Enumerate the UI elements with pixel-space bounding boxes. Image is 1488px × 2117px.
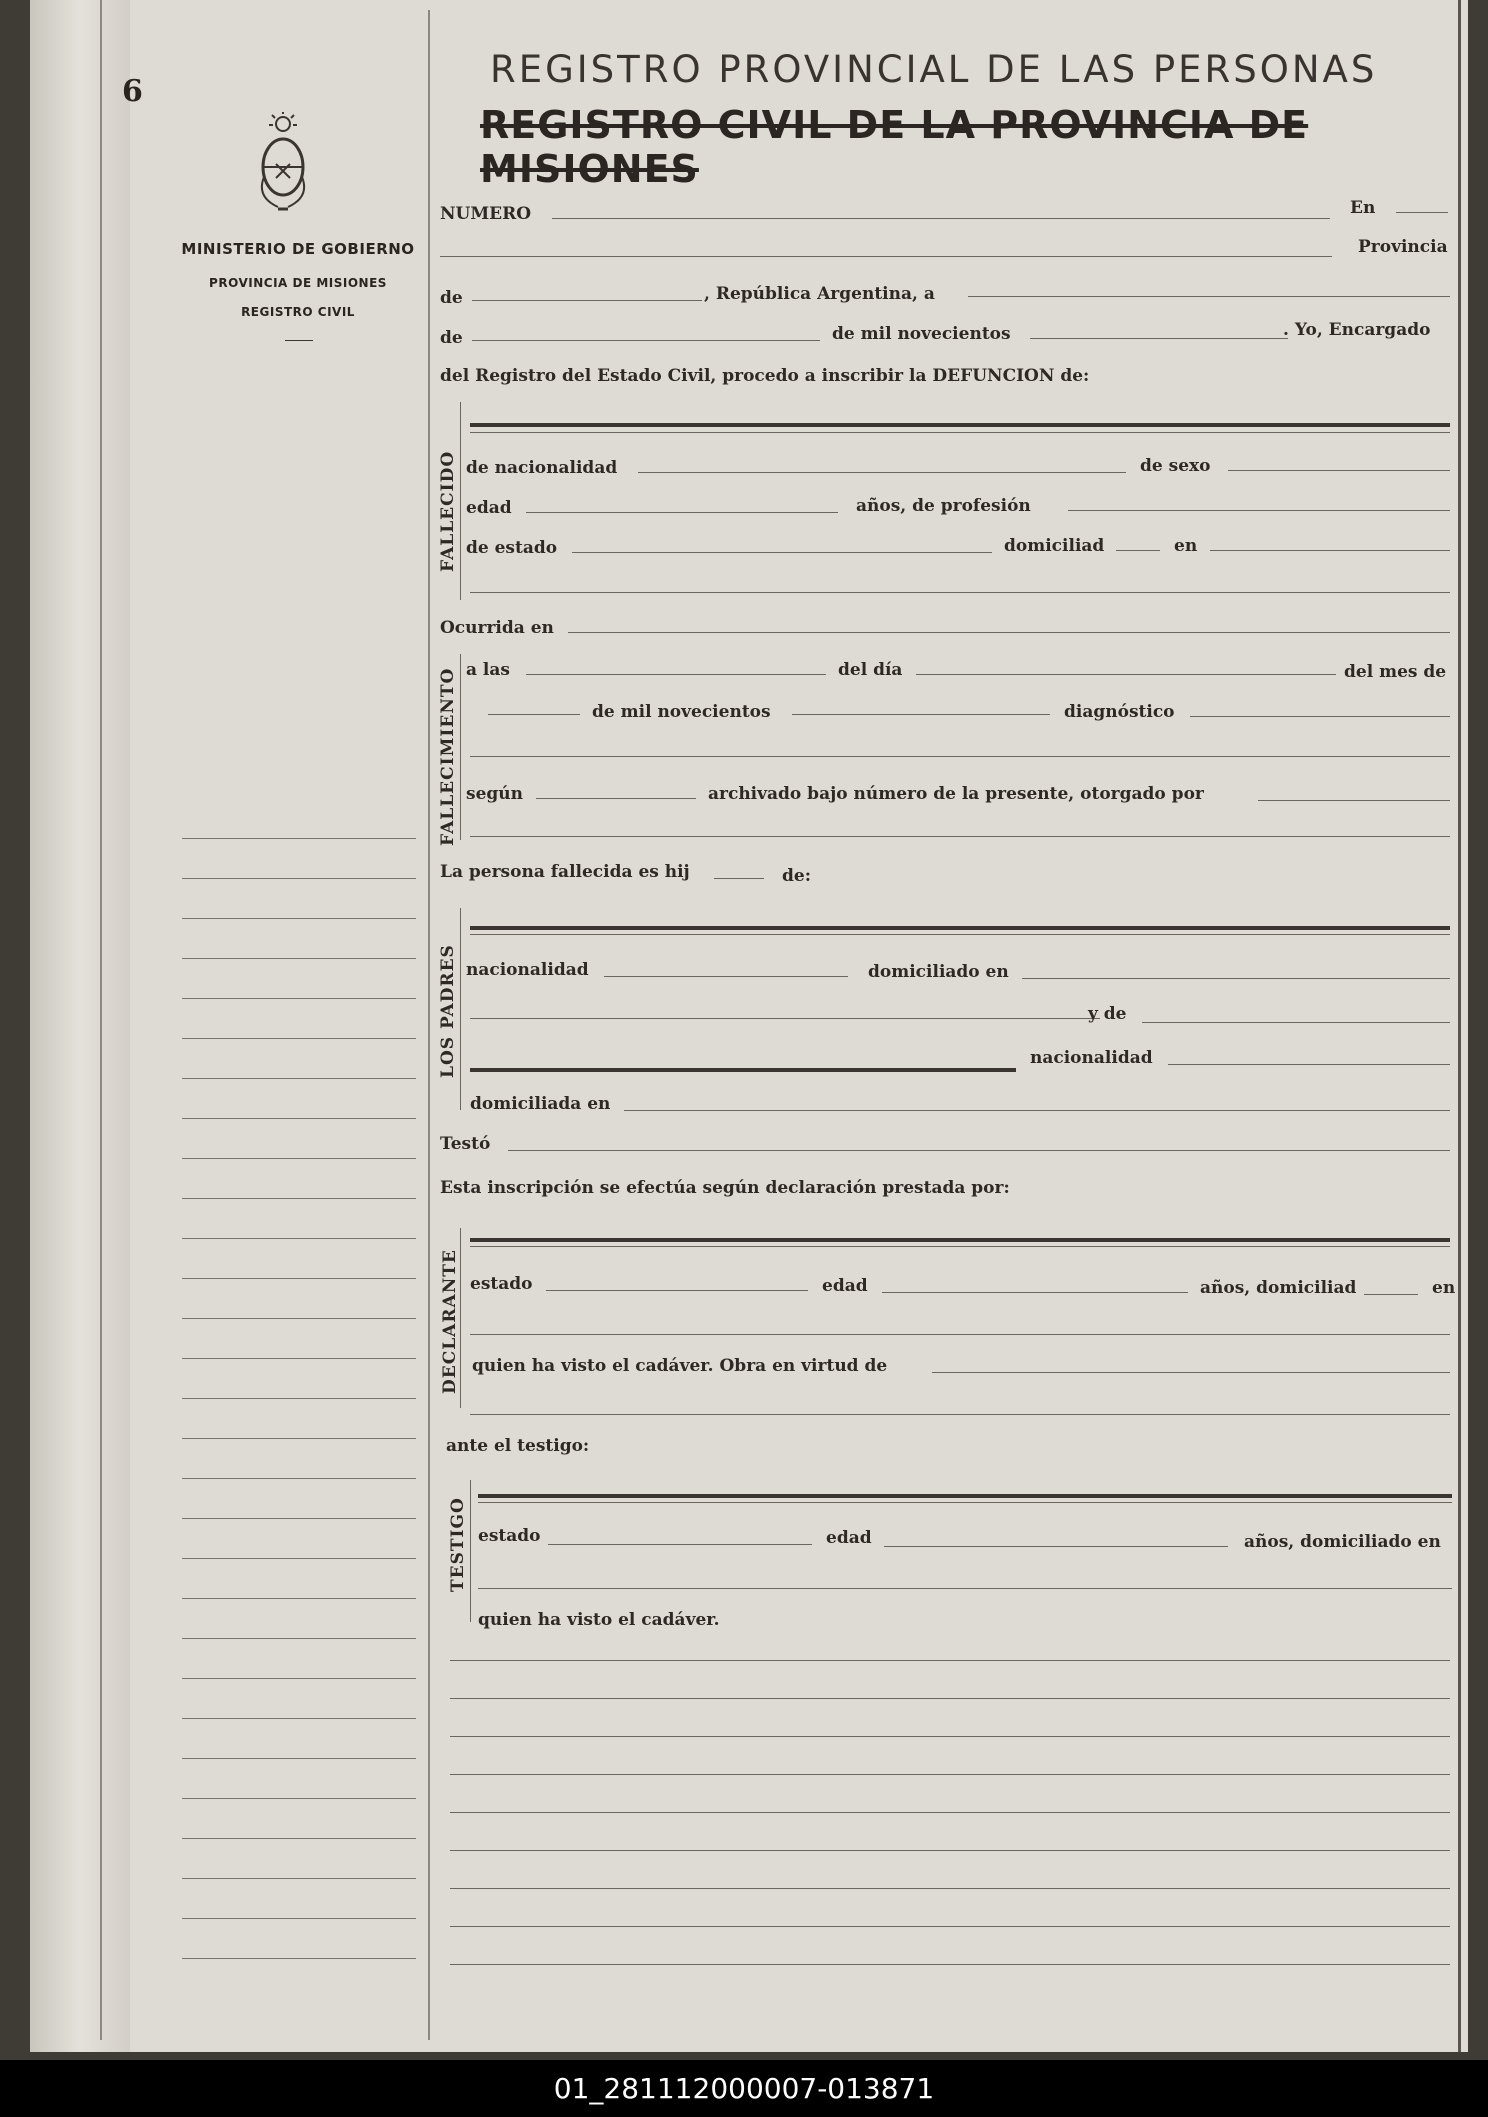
persona-fallecida-label: La persona fallecida es hij (440, 862, 690, 882)
quien-obra-label: quien ha visto el cadáver. Obra en virtud de (472, 1356, 888, 1376)
margin-ruled-line (182, 1278, 416, 1279)
testigo-name-underline (478, 1502, 1452, 1503)
fallecido-bracket (460, 402, 461, 600)
domicilio-line (1210, 550, 1450, 551)
hijo-de-label: de: (782, 866, 811, 886)
otorgado-line (1258, 800, 1450, 801)
virtud-line (932, 1372, 1450, 1373)
ministry-name: MINISTERIO DE GOBIERNO (181, 240, 415, 258)
deceased-name-underline (470, 432, 1450, 433)
del-mes-label: del mes de (1344, 662, 1447, 682)
ministry-dash (285, 340, 313, 341)
dia-line (916, 674, 1336, 675)
ante-testigo-label: ante el testigo: (446, 1436, 590, 1456)
declarante-edad-label: edad (822, 1276, 868, 1296)
margin-ruled-line (182, 1958, 416, 1959)
margin-ruled-line (182, 1718, 416, 1719)
book-spine (30, 0, 130, 2052)
profesion-line (1068, 510, 1450, 511)
testigo-edad-line (884, 1546, 1228, 1547)
margin-ruled-line (182, 1678, 416, 1679)
fallecimiento-side-label: FALLECIMIENTO (438, 667, 458, 846)
margin-ruled-line (182, 1878, 416, 1879)
fallecimiento-bracket (460, 654, 461, 840)
nacionalidad-line (638, 472, 1126, 473)
sexo-line (1228, 470, 1450, 471)
archivado-label: archivado bajo número de la presente, otorgado por (708, 784, 1204, 804)
declarante-anos-label: años, domiciliad (1200, 1278, 1357, 1298)
declaracion-label: Esta inscripción se efectúa según declaración prestada por: (440, 1178, 1010, 1198)
margin-ruled-line (182, 918, 416, 919)
testigo-edad-label: edad (826, 1528, 872, 1548)
a-las-label: a las (466, 660, 510, 680)
page-number: 6 (122, 74, 143, 109)
image-caption: 01_281112000007-013871 (0, 2060, 1488, 2117)
margin-ruled-line (182, 1638, 416, 1639)
segun-label: según (466, 784, 523, 804)
margin-ruled-line (182, 1318, 416, 1319)
testo-label: Testó (440, 1134, 491, 1154)
diagnostico-line (1190, 716, 1450, 717)
margin-ruled-line (182, 1558, 416, 1559)
virtud-line-2 (470, 1414, 1450, 1415)
del-dia-label: del día (838, 660, 903, 680)
blank-ruled-line (450, 1964, 1450, 1965)
otorgado-line-2 (470, 836, 1450, 837)
en-line (1396, 212, 1448, 213)
testigo-estado-label: estado (478, 1526, 541, 1546)
fallecimiento-mil-label: de mil novecientos (592, 702, 771, 722)
testigo-bracket (470, 1480, 471, 1622)
margin-ruled-line (182, 1518, 416, 1519)
place-line (440, 256, 1332, 257)
province-name-line (472, 300, 702, 301)
margin-ruled-line (182, 1198, 416, 1199)
republica-label: , República Argentina, a (704, 284, 935, 304)
declarante-edad-line (882, 1292, 1188, 1293)
mes-line (488, 714, 580, 715)
margin-ruled-line (182, 1798, 416, 1799)
day-line (968, 296, 1450, 297)
spine-line (100, 0, 102, 2040)
ocurrida-label: Ocurrida en (440, 618, 554, 638)
margin-ruled-line (182, 1598, 416, 1599)
declarante-estado-line (546, 1290, 808, 1291)
padres-side-label: LOS PADRES (438, 944, 458, 1078)
testigo-estado-line (548, 1544, 812, 1545)
margin-ruled-line (182, 1358, 416, 1359)
blank-ruled-line (450, 1926, 1450, 1927)
declarante-domicilio-line (470, 1334, 1450, 1335)
margin-ruled-line (182, 1438, 416, 1439)
fallecido-side-label: FALLECIDO (438, 450, 458, 572)
margin-ruled-line (182, 878, 416, 879)
ministry-registry: REGISTRO CIVIL (241, 305, 355, 319)
coat-of-arms-icon (258, 112, 308, 222)
mil-novecientos-label: de mil novecientos (832, 324, 1011, 344)
de2-label: de (440, 328, 463, 348)
blank-ruled-line (450, 1660, 1450, 1661)
edad-line (526, 512, 838, 513)
blank-ruled-line (450, 1736, 1450, 1737)
blank-ruled-line (450, 1850, 1450, 1851)
margin-divider (428, 10, 430, 2040)
mother-nacionalidad-line (1168, 1064, 1450, 1065)
margin-ruled-line (182, 1118, 416, 1119)
deceased-name-line (470, 423, 1450, 427)
testigo-anos-label: años, domiciliado en (1244, 1532, 1441, 1552)
father-nacionalidad-line (604, 976, 848, 977)
testigo-name-line (478, 1494, 1452, 1498)
domiciliad-suffix-line (1116, 550, 1160, 551)
encargado-label: . Yo, Encargado (1283, 320, 1431, 340)
right-edge (1458, 0, 1461, 2052)
testo-line (508, 1150, 1450, 1151)
declarante-estado-label: estado (470, 1274, 533, 1294)
testigo-quien-label: quien ha visto el cadáver. (478, 1610, 720, 1630)
hijo-suffix-line (714, 878, 764, 879)
segun-line (536, 798, 696, 799)
margin-ruled-line (182, 1158, 416, 1159)
numero-line (552, 218, 1330, 219)
margin-ruled-line (182, 1078, 416, 1079)
form-title: REGISTRO PROVINCIAL DE LAS PERSONAS (490, 48, 1378, 91)
profesion-label: años, de profesión (856, 496, 1031, 516)
margin-ruled-line (182, 1038, 416, 1039)
father-domicilio-line-2 (470, 1018, 1100, 1019)
diagnostico-label: diagnóstico (1064, 702, 1175, 722)
de-label: de (440, 288, 463, 308)
numero-label: NUMERO (440, 204, 532, 224)
estado-line (572, 552, 992, 553)
margin-ruled-line (182, 838, 416, 839)
del-registro-label: del Registro del Estado Civil, procedo a inscribir la DEFUNCION de: (440, 366, 1090, 386)
ministry-province: PROVINCIA DE MISIONES (209, 276, 387, 290)
struck-title: REGISTRO CIVIL DE LA PROVINCIA DE MISIONES (480, 103, 1309, 191)
domicilio-line-2 (470, 592, 1450, 593)
padres-nacionalidad-label: nacionalidad (466, 960, 589, 980)
declarante-bracket (460, 1228, 461, 1408)
father-name-underline (470, 934, 1450, 935)
blank-ruled-line (450, 1774, 1450, 1775)
nacionalidad-label: de nacionalidad (466, 458, 618, 478)
provincia-label: Provincia (1358, 237, 1448, 257)
margin-ruled-line (182, 998, 416, 999)
margin-ruled-line (182, 1238, 416, 1239)
sexo-label: de sexo (1140, 456, 1211, 476)
mother-nacionalidad-label: nacionalidad (1030, 1048, 1153, 1068)
month-line (472, 340, 820, 341)
fallecido-en-label: en (1174, 536, 1198, 556)
edad-label: edad (466, 498, 512, 518)
blank-ruled-line (450, 1812, 1450, 1813)
mother-name-line (1142, 1022, 1450, 1023)
year-line (1030, 338, 1288, 339)
fallecimiento-year-line (792, 714, 1050, 715)
blank-ruled-line (450, 1698, 1450, 1699)
ocurrida-line (568, 632, 1450, 633)
domiciliada-label: domiciliada en (470, 1094, 611, 1114)
margin-ruled-line (182, 958, 416, 959)
domiciliado-label: domiciliado en (868, 962, 1009, 982)
margin-ruled-line (182, 1758, 416, 1759)
y-de-label: y de (1088, 1004, 1127, 1024)
father-domicilio-line (1022, 978, 1450, 979)
mother-domicilio-line (624, 1110, 1450, 1111)
margin-ruled-line (182, 1918, 416, 1919)
margin-ruled-line (182, 1398, 416, 1399)
margin-ruled-line (182, 1838, 416, 1839)
domiciliad-label: domiciliad (1004, 536, 1105, 556)
padres-bracket (460, 908, 461, 1110)
diagnostico-line-2 (470, 756, 1450, 757)
declarante-en-label: en (1432, 1278, 1456, 1298)
declarante-name-underline (470, 1246, 1450, 1247)
declarante-side-label: DECLARANTE (440, 1249, 460, 1394)
father-name-line (470, 926, 1450, 930)
declarante-domiciliad-line (1364, 1294, 1418, 1295)
margin-ruled-line (182, 1478, 416, 1479)
blank-ruled-line (450, 1888, 1450, 1889)
en-label: En (1350, 198, 1376, 218)
testigo-domicilio-line (478, 1588, 1452, 1589)
testigo-side-label: TESTIGO (448, 1497, 468, 1592)
hora-line (526, 674, 826, 675)
declarante-name-line (470, 1238, 1450, 1242)
mother-name-line-2 (470, 1068, 1016, 1072)
estado-label: de estado (466, 538, 558, 558)
